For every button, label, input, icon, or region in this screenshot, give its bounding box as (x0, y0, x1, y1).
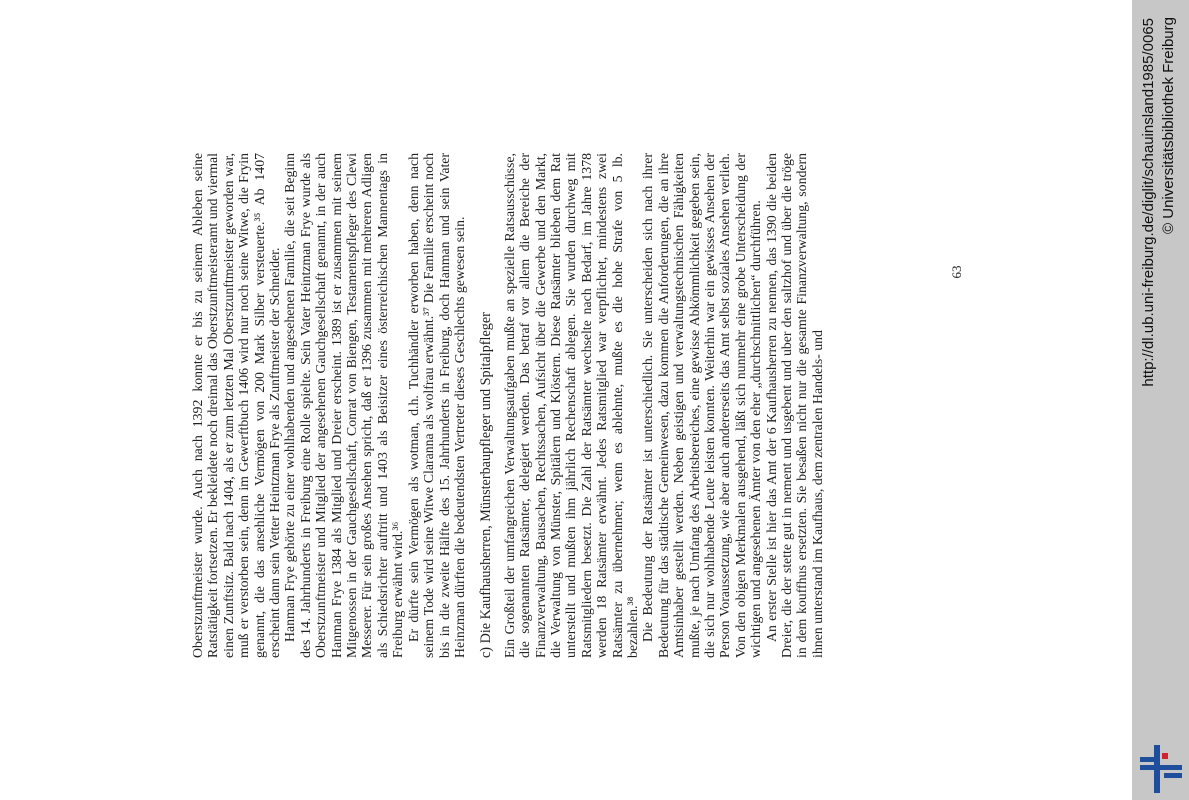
paragraph-2: Hanman Frye gehörte zu einer wohlhabenden und angesehenen Familie, die seit Beginn des 14. Jahrhunderts in Freiburg eine Rolle spielte. Sein Vater Heintzman Frye wurde als Oberstzunftmeister und Mitglied der angesehenen Gauchgesellschaft genannt, in der auch Hanman Frye 1384 als Mitglied und Dreier erscheint. 1389 ist er zusammen mit seinem Mitgenossen in der Gauchgesellschaft, Conrat von Biengen, Testamentspfleger des Clewi Messerer. Für sein großes Ansehen spricht, daß er 1396 zusammen mit mehreren Adligen als Schiedsrichter auftritt und 1403 als Beisitzer eines österreichischen Mannentags in Freiburg erwähnt wird.³⁶ (282, 153, 406, 658)
paragraph-6: An erster Stelle ist hier das Amt der 6 Kaufhausherren zu nennen, das 1390 die beiden Dreier, die der stette gut in nement und usgebent und uber den saltzhof und über die tröge in dem kouffhus ersetzten. Sie besaßen nicht nur die gesamte Finanzverwaltung, sondern ihnen unterstand im Kaufhaus, dem zentralen Handels- und (763, 153, 825, 658)
paragraph-4: Ein Großteil der umfangreichen Verwaltungsaufgaben mußte an spezielle Ratsausschüsse, die sogenannten Ratsämter, delegiert werden. Das betraf vor allem die Bereiche der Finanzverwaltung, Bausachen, Rechtssachen, Aufsicht über die Gewerbe und den Markt, die Verwaltung von Münster, Spitälern und Klöstern. Diese Ratsämter blieben dem Rat unterstellt und mußten ihm jährlich Rechenschaft ablegen. Sie wurden durchweg mit Ratsmitgliedern besetzt. Die Zahl der Ratsämter wechselte nach Bedarf, im Jahre 1378 werden 18 Ratsämter erwähnt. Jedes Ratsmitglied war verpflichtet, mindestens zwei Ratsämter zu übernehmen; wenn es ablehnte, mußte es die hohe Strafe von 5 lb. bezahlen.³⁸ (501, 153, 640, 658)
library-logo-icon (1136, 743, 1186, 795)
paragraph-3: Er dürfte sein Vermögen als wotman, d.h. Tuchhändler erworben haben, denn nach seinem Tode wird seine Witwe Claranna als wolfrau erwähnt.³⁷ Die Familie erscheint noch bis in die zweite Hälfte des 15. Jahrhunderts in Freiburg, doch Hanman und sein Vater Heinzman dürften die bedeutendsten Vertreter dieses Geschlechts gewesen sein. (405, 153, 467, 658)
logo-bar-3 (1164, 773, 1182, 778)
paragraph-1: Oberstzunftmeister wurde. Auch nach 1392 konnte er bis zu seinem Ableben seine Ratstätigkeit fortsetzen. Er bekleidete noch dreimal das Oberstzunftmeisteramt und viermal einen Zunftsitz. Bald nach 1404, als er zum letzten Mal Oberstzunftmeister geworden war, muß er verstorben sein, denn im Gewerftbuch 1406 wird nur noch seine Witwe, die Fryin genannt, die das ansehliche Vermögen von 200 Mark Silber versteuerte.³⁵ Ab 1407 erscheint dann sein Vetter Heintzman Frye als Zunftmeister der Schneider. (190, 153, 283, 658)
page-number: 63 (948, 265, 964, 279)
page-text (190, 153, 962, 658)
sidebar-text (1139, 9, 1183, 799)
section-heading: c) Die Kaufhausherren, Münsterbaupfleger und Spitalpfleger (478, 312, 495, 658)
logo-red-mark (1162, 753, 1168, 759)
source-url-link[interactable]: http://dl.ub.uni-freiburg.de/diglit/schauinsland1985/0065 (1140, 18, 1157, 387)
paragraph-5: Die Bedeutung der Ratsämter ist unterschiedlich. Sie unterscheiden sich nach ihrer Bedeutung für das städtische Gemeinwesen, dazu kommen die Anforderungen, die an ihre Amtsinhaber gestellt werden. Neben geistigen und verwaltungstechnischen Fähigkeiten mußte, je nach Umfang des Arbeitsbereiches, eine gewisse Abkömmlichkeit gegeben sein, die sich nur wohlhabende Leute leisten konnten. Weiterhin war ein gewisses Ansehen der Person Voraussetzung, wie aber auch andererseits das Amt selbst soziales Ansehen verlieh. Von den obigen Merkmalen ausgehend, läßt sich nunmehr eine grobe Unterscheidung der wichtigen und angesehenen Ämter von den eher „durchschnittlichen“ durchführen. (640, 153, 764, 658)
logo-bar-1 (1140, 757, 1156, 762)
copyright-notice: © Universitätsbibliothek Freiburg (1160, 17, 1177, 234)
logo-bar-2 (1140, 765, 1182, 770)
